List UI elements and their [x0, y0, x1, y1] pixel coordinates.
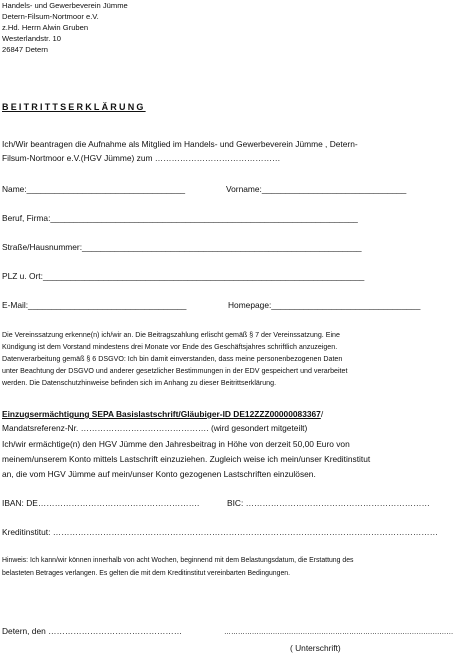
homepage-field[interactable]: Homepage:________________________________ [228, 300, 421, 310]
strasse-field[interactable]: Straße/Hausnummer:____________________________________________________________ [2, 242, 362, 252]
satzung-line-1: Die Vereinssatzung erkenne(n) ich/wir an. Die Beitragszahlung erlischt gemäß § 7 der Vereinssatzung. Eine [2, 331, 340, 339]
intro-line-1: Ich/Wir beantragen die Aufnahme als Mitglied im Handels- und Gewerbeverein Jümme , Detern- [2, 139, 358, 149]
bic-field[interactable]: BIC: ………………………………………………………… [227, 498, 430, 508]
sepa-heading-text: Einzugsermächtigung SEPA Basislastschrift/Gläubiger-ID DE12ZZZ00000083367 [2, 409, 321, 419]
address-line-5: 26847 Detern [2, 45, 49, 54]
hinweis-line-2: belasteten Betrages verlangen. Es gelten die mit dem Kreditinstitut vereinbarten Bedingungen. [2, 570, 291, 577]
vorname-field[interactable]: Vorname:_______________________________ [226, 184, 407, 194]
hinweis-line-1: Hinweis: Ich kann/wir können innerhalb von acht Wochen, beginnend mit dem Belastungsdatum, die Erstattung des [2, 557, 354, 564]
address-line-4: Westerlandstr. 10 [2, 34, 61, 43]
sepa-text-line-2: meinem/unserem Konto mittels Lastschrift einzuziehen. Zugleich weise ich mein/unser Kreditinstitut [2, 454, 371, 464]
sepa-text-line-3: an, die vom HGV Jümme auf mein/unser Konto gezogenen Lastschriften einzulösen. [2, 469, 316, 479]
signature-line[interactable]: ……………………………………………………………………………………… [224, 626, 454, 636]
sepa-heading-suffix: / [320, 409, 324, 419]
plz-ort-field[interactable]: PLZ u. Ort:_____________________________________________________________________ [2, 271, 365, 281]
address-line-2: Detern-Filsum-Nortmoor e.V. [2, 12, 99, 21]
address-line-1: Handels- und Gewerbeverein Jümme [2, 1, 128, 10]
signature-label: ( Unterschrift) [290, 643, 341, 653]
satzung-line-3: Datenverarbeitung gemäß § 6 DSGVO: Ich bin damit einverstanden, dass meine personenbezogenen Daten [2, 355, 343, 363]
email-field[interactable]: E-Mail:__________________________________ [2, 300, 187, 310]
address-line-3: z.Hd. Herrn Alwin Gruben [2, 23, 89, 32]
satzung-line-4: unter Beachtung der DSGVO und anderer gesetzlicher Bestimmungen in der EDV gespeichert und verarbeitet [2, 367, 348, 375]
mandatsreferenz-line[interactable]: Mandatsreferenz-Nr. ………………………………………. (wird gesondert mitgeteilt) [2, 423, 308, 433]
satzung-line-2: Kündigung ist dem Vorstand mindestens drei Monate vor Ende des Geschäftsjahres schriftlich anzuzeigen. [2, 343, 338, 351]
satzung-line-5: werden. Die Datenschutzhinweise befinden sich im Anhang zu dieser Beitrittserklärung. [2, 379, 277, 387]
sepa-text-line-1: Ich/wir ermächtige(n) den HGV Jümme den Jahresbeitrag in Höhe von derzeit 50,00 Euro von [2, 439, 350, 449]
sepa-heading [2, 408, 323, 421]
kreditinstitut-field[interactable]: Kreditinstitut: ………………………………………………………………………………………………………………………… [2, 527, 438, 537]
beruf-firma-field[interactable]: Beruf, Firma:__________________________________________________________________ [2, 213, 358, 223]
ort-datum-field[interactable]: Detern, den ………………………………………… [2, 626, 183, 636]
document-title: BEITRITTSERKLÄRUNG [2, 102, 146, 112]
name-field[interactable]: Name:__________________________________ [2, 184, 186, 194]
intro-line-2: Filsum-Nortmoor e.V.(HGV Jümme) zum ……………………………………… [2, 153, 281, 163]
iban-field[interactable]: IBAN: DE…………………………………………………. [2, 498, 200, 508]
